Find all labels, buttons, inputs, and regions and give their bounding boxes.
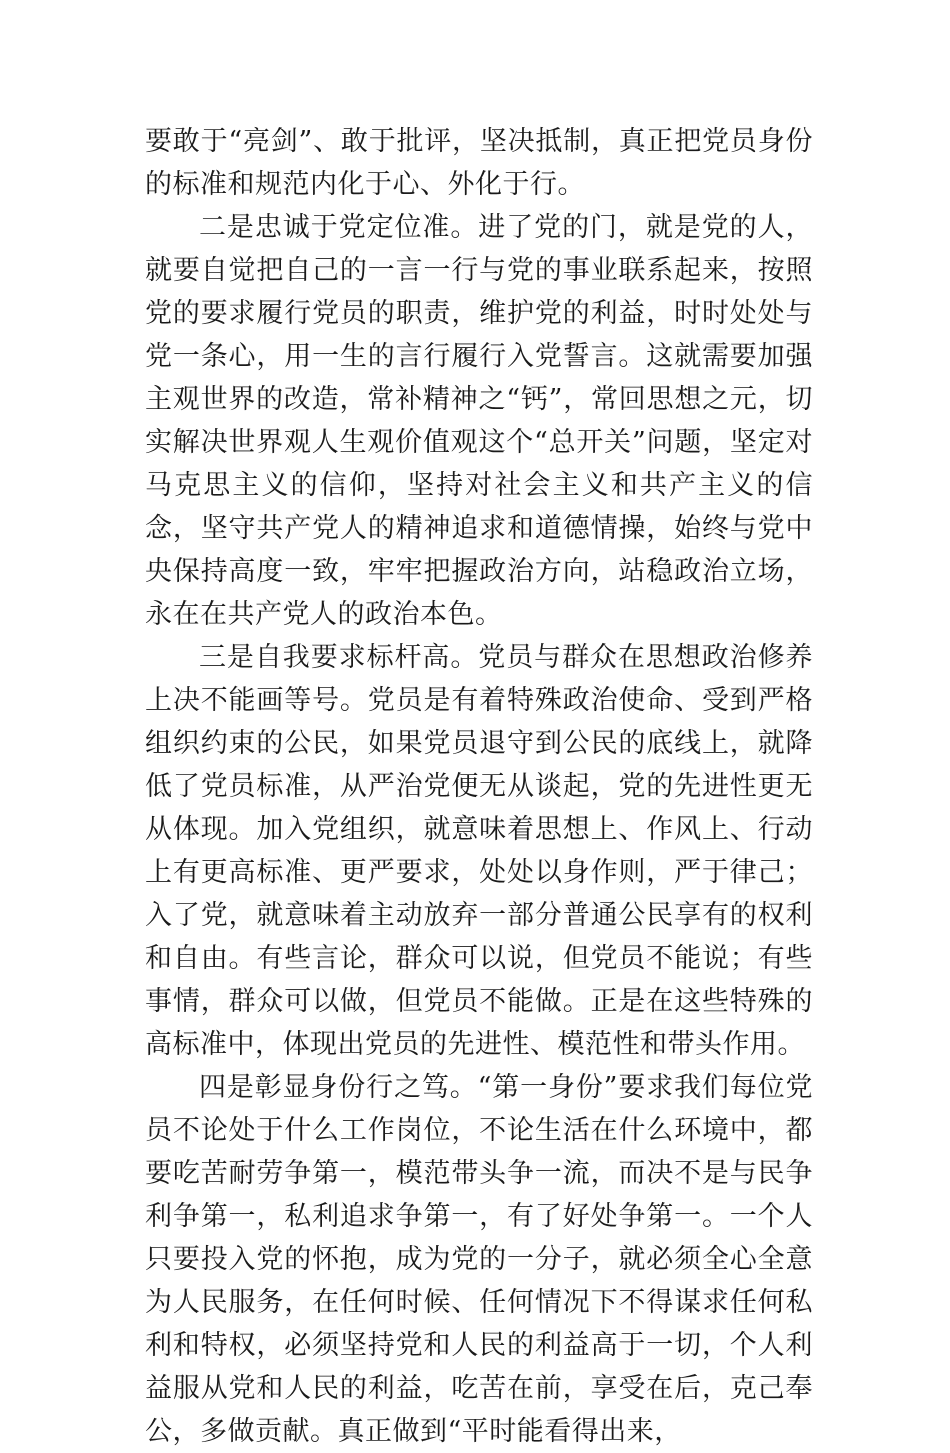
paragraph-continued: 要敢于“亮剑”、敢于批评，坚决抵制，真正把党员身份的标准和规范内化于心、外化于行。: [145, 126, 813, 200]
paragraph-identity: 四是彰显身份行之笃。“第一身份”要求我们每位党员不论处于什么工作岗位，不论生活在什么环境中，都要吃苦耐劳争第一，模范带头争一流，而决不是与民争利争第一，私利追求争第一，有了好处争第一。一个人只要投入党的怀抱，成为党的一分子，就必须全心全意为人民服务，在任何时候、任何情况下不得谋求任何私利和特权，必须坚持党和人民的利益高于一切，个人利益服从党和人民的利益，吃苦在前，享受在后，克己奉公，多做贡献。真正做到“平时能看得出来，: [145, 1072, 813, 1447]
paragraph-loyalty: 二是忠诚于党定位准。进了党的门，就是党的人，就要自觉把自己的一言一行与党的事业联系起来，按照党的要求履行党员的职责，维护党的利益，时时处处与党一条心，用一生的言行履行入党誓言。这就需要加强主观世界的改造，常补精神之“钙”，常回思想之元，切实解决世界观人生观价值观这个“总开关”问题，坚定对马克思主义的信仰，坚持对社会主义和共产主义的信念，坚守共产党人的精神追求和道德情操，始终与党中央保持高度一致，牢牢把握政治方向，站稳政治立场，永在在共产党人的政治本色。: [145, 212, 813, 630]
body-text: [145, 120, 813, 1453]
paragraph-self-requirement: 三是自我要求标杆高。党员与群众在思想政治修养上决不能画等号。党员是有着特殊政治使命、受到严格组织约束的公民，如果党员退守到公民的底线上，就降低了党员标准，从严治党便无从谈起，党的先进性更无从体现。加入党组织，就意味着思想上、作风上、行动上有更高标准、更严要求，处处以身作则，严于律己；入了党，就意味着主动放弃一部分普通公民享有的权利和自由。有些言论，群众可以说，但党员不能说；有些事情，群众可以做，但党员不能做。正是在这些特殊的高标准中，体现出党员的先进性、模范性和带头作用。: [145, 642, 813, 1060]
